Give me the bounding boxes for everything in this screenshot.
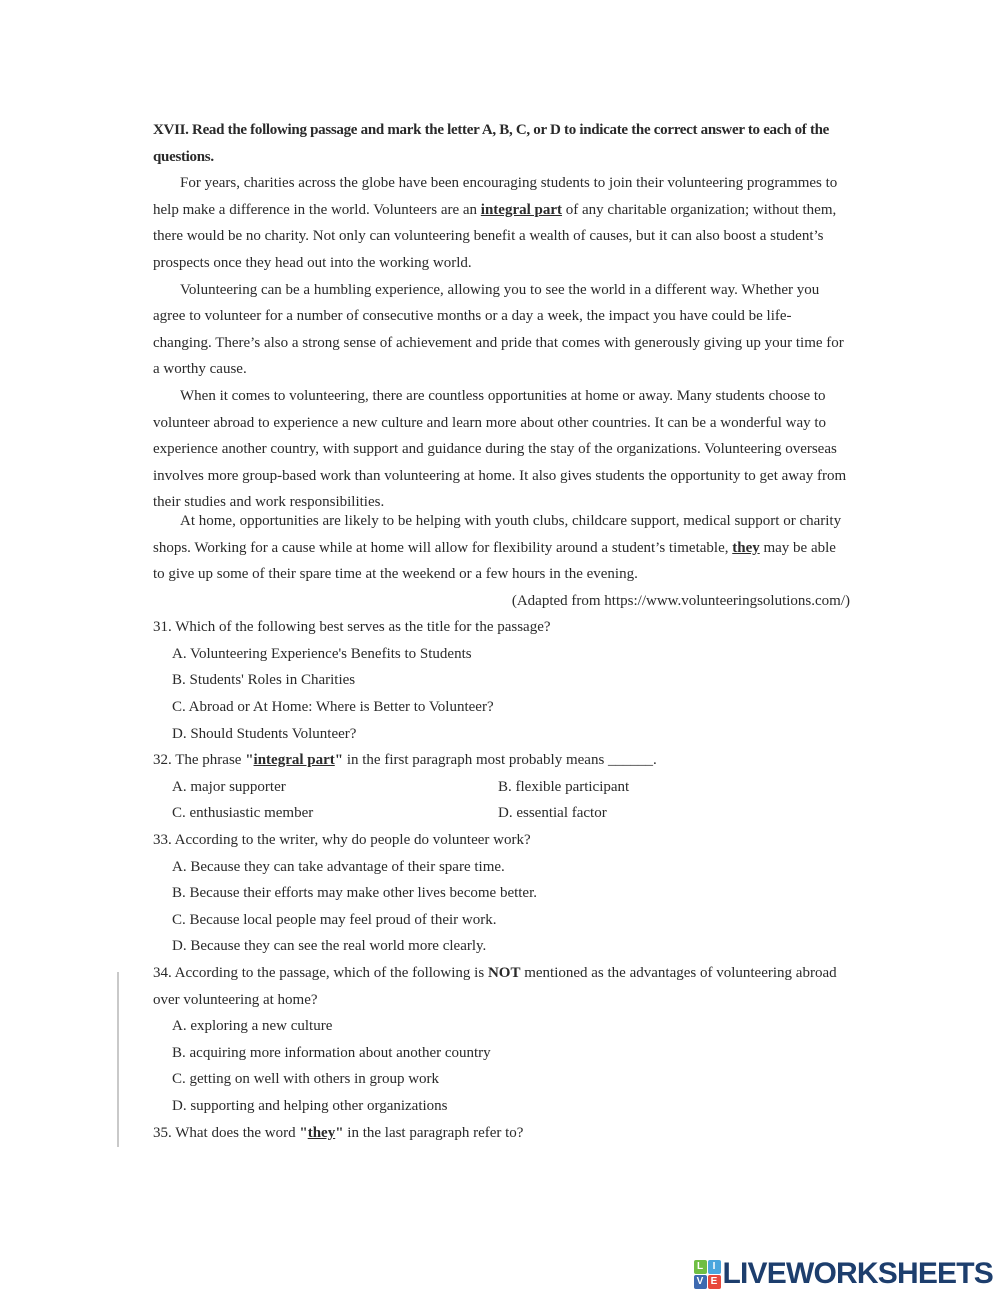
margin-change-bar [117,972,119,1147]
logo-text: LIVEWORKSHEETS [722,1257,993,1290]
question-32 [153,747,850,827]
document-page [153,117,850,1146]
liveworksheets-logo[interactable] [694,1259,994,1289]
answer-option[interactable]: A. Because they can take advantage of their spare time. [172,858,505,875]
question-prompt: 33. According to the writer, why do people do volunteer work? [153,832,531,849]
question-prompt: 34. According to the passage, which of the following is NOT mentioned as the advantages of volunteering abroad over volunteering at home? [153,965,837,1008]
liveworksheets-grid-icon [694,1260,721,1289]
answer-option[interactable]: B. Students' Roles in Charities [172,672,356,689]
passage-paragraph: Volunteering can be a humbling experience, allowing you to see the world in a different way. Whether you agree to volunteer for a number of consecutive months or a day a week, the impact you have could be life-changing. There’s also a strong sense of achievement and pride that comes with generously giving up your time for a worthy cause. [153,281,844,378]
answer-option[interactable]: B. acquiring more information about another country [172,1044,491,1061]
question-prompt: 35. What does the word "they" in the last paragraph refer to? [153,1124,524,1141]
logo-tile-i: I [708,1260,721,1274]
answer-option[interactable]: C. enthusiastic member [172,805,314,822]
passage-paragraph: When it comes to volunteering, there are countless opportunities at home or away. Many students choose to volunteer abroad to experience a new culture and learn more about other countries. It can be a wonderful way to experience another country, with support and guidance during the stay of the organizations. Volunteering overseas involves more group-based work than volunteering at home. It also gives students the opportunity to get away from their studies and work responsibilities. [153,387,847,511]
answer-option[interactable]: D. Should Students Volunteer? [172,725,357,742]
answer-option[interactable]: C. getting on well with others in group work [172,1071,440,1088]
answer-option[interactable]: C. Because local people may feel proud of their work. [172,911,497,928]
passage-paragraph: For years, charities across the globe have been encouraging students to join their volunteering programmes to help make a difference in the world. Volunteers are an integral part of any charitable organization; without them, there would be no charity. Not only can volunteering benefit a wealth of causes, but it can also boost a student’s prospects once they head out into the working world. [153,175,838,271]
answer-options [153,641,850,747]
answer-option[interactable]: B. Because their efforts may make other lives become better. [172,885,538,902]
logo-tile-l: L [694,1260,707,1274]
question-prompt: 31. Which of the following best serves as the title for the passage? [153,619,551,636]
logo-tile-v: V [694,1275,707,1289]
logo-tile-e: E [708,1275,721,1289]
answer-option[interactable]: A. Volunteering Experience's Benefits to Students [172,645,472,662]
answer-option[interactable]: C. Abroad or At Home: Where is Better to Volunteer? [172,699,494,716]
passage-paragraph: At home, opportunities are likely to be helping with youth clubs, childcare support, medical support or charity shops. Working for a cause while at home will allow for flexibility around a student’s timetable, they may be able to give up some of their spare time at the weekend or a few hours in the evening. [153,512,842,583]
question-prompt: 32. The phrase "integral part" in the first paragraph most probably means ______. [153,752,657,769]
answer-options [153,1013,850,1119]
question-35 [153,1120,850,1147]
answer-options [153,854,850,960]
answer-option[interactable]: A. exploring a new culture [172,1018,333,1035]
answer-option[interactable]: A. major supporter [172,778,286,795]
question-31 [153,614,850,747]
answer-option[interactable]: D. supporting and helping other organizations [172,1097,448,1114]
answer-options [153,774,850,827]
passage [153,170,850,588]
answer-option[interactable]: B. flexible participant [498,778,630,795]
question-34 [153,960,850,1120]
section-heading: XVII. Read the following passage and mark the letter A, B, C, or D to indicate the correct answer to each of the questions. [153,122,830,165]
answer-option[interactable]: D. essential factor [498,805,607,822]
answer-option[interactable]: D. Because they can see the real world more clearly. [172,938,487,955]
question-33 [153,827,850,960]
source-note: (Adapted from https://www.volunteeringsolutions.com/) [511,592,850,609]
